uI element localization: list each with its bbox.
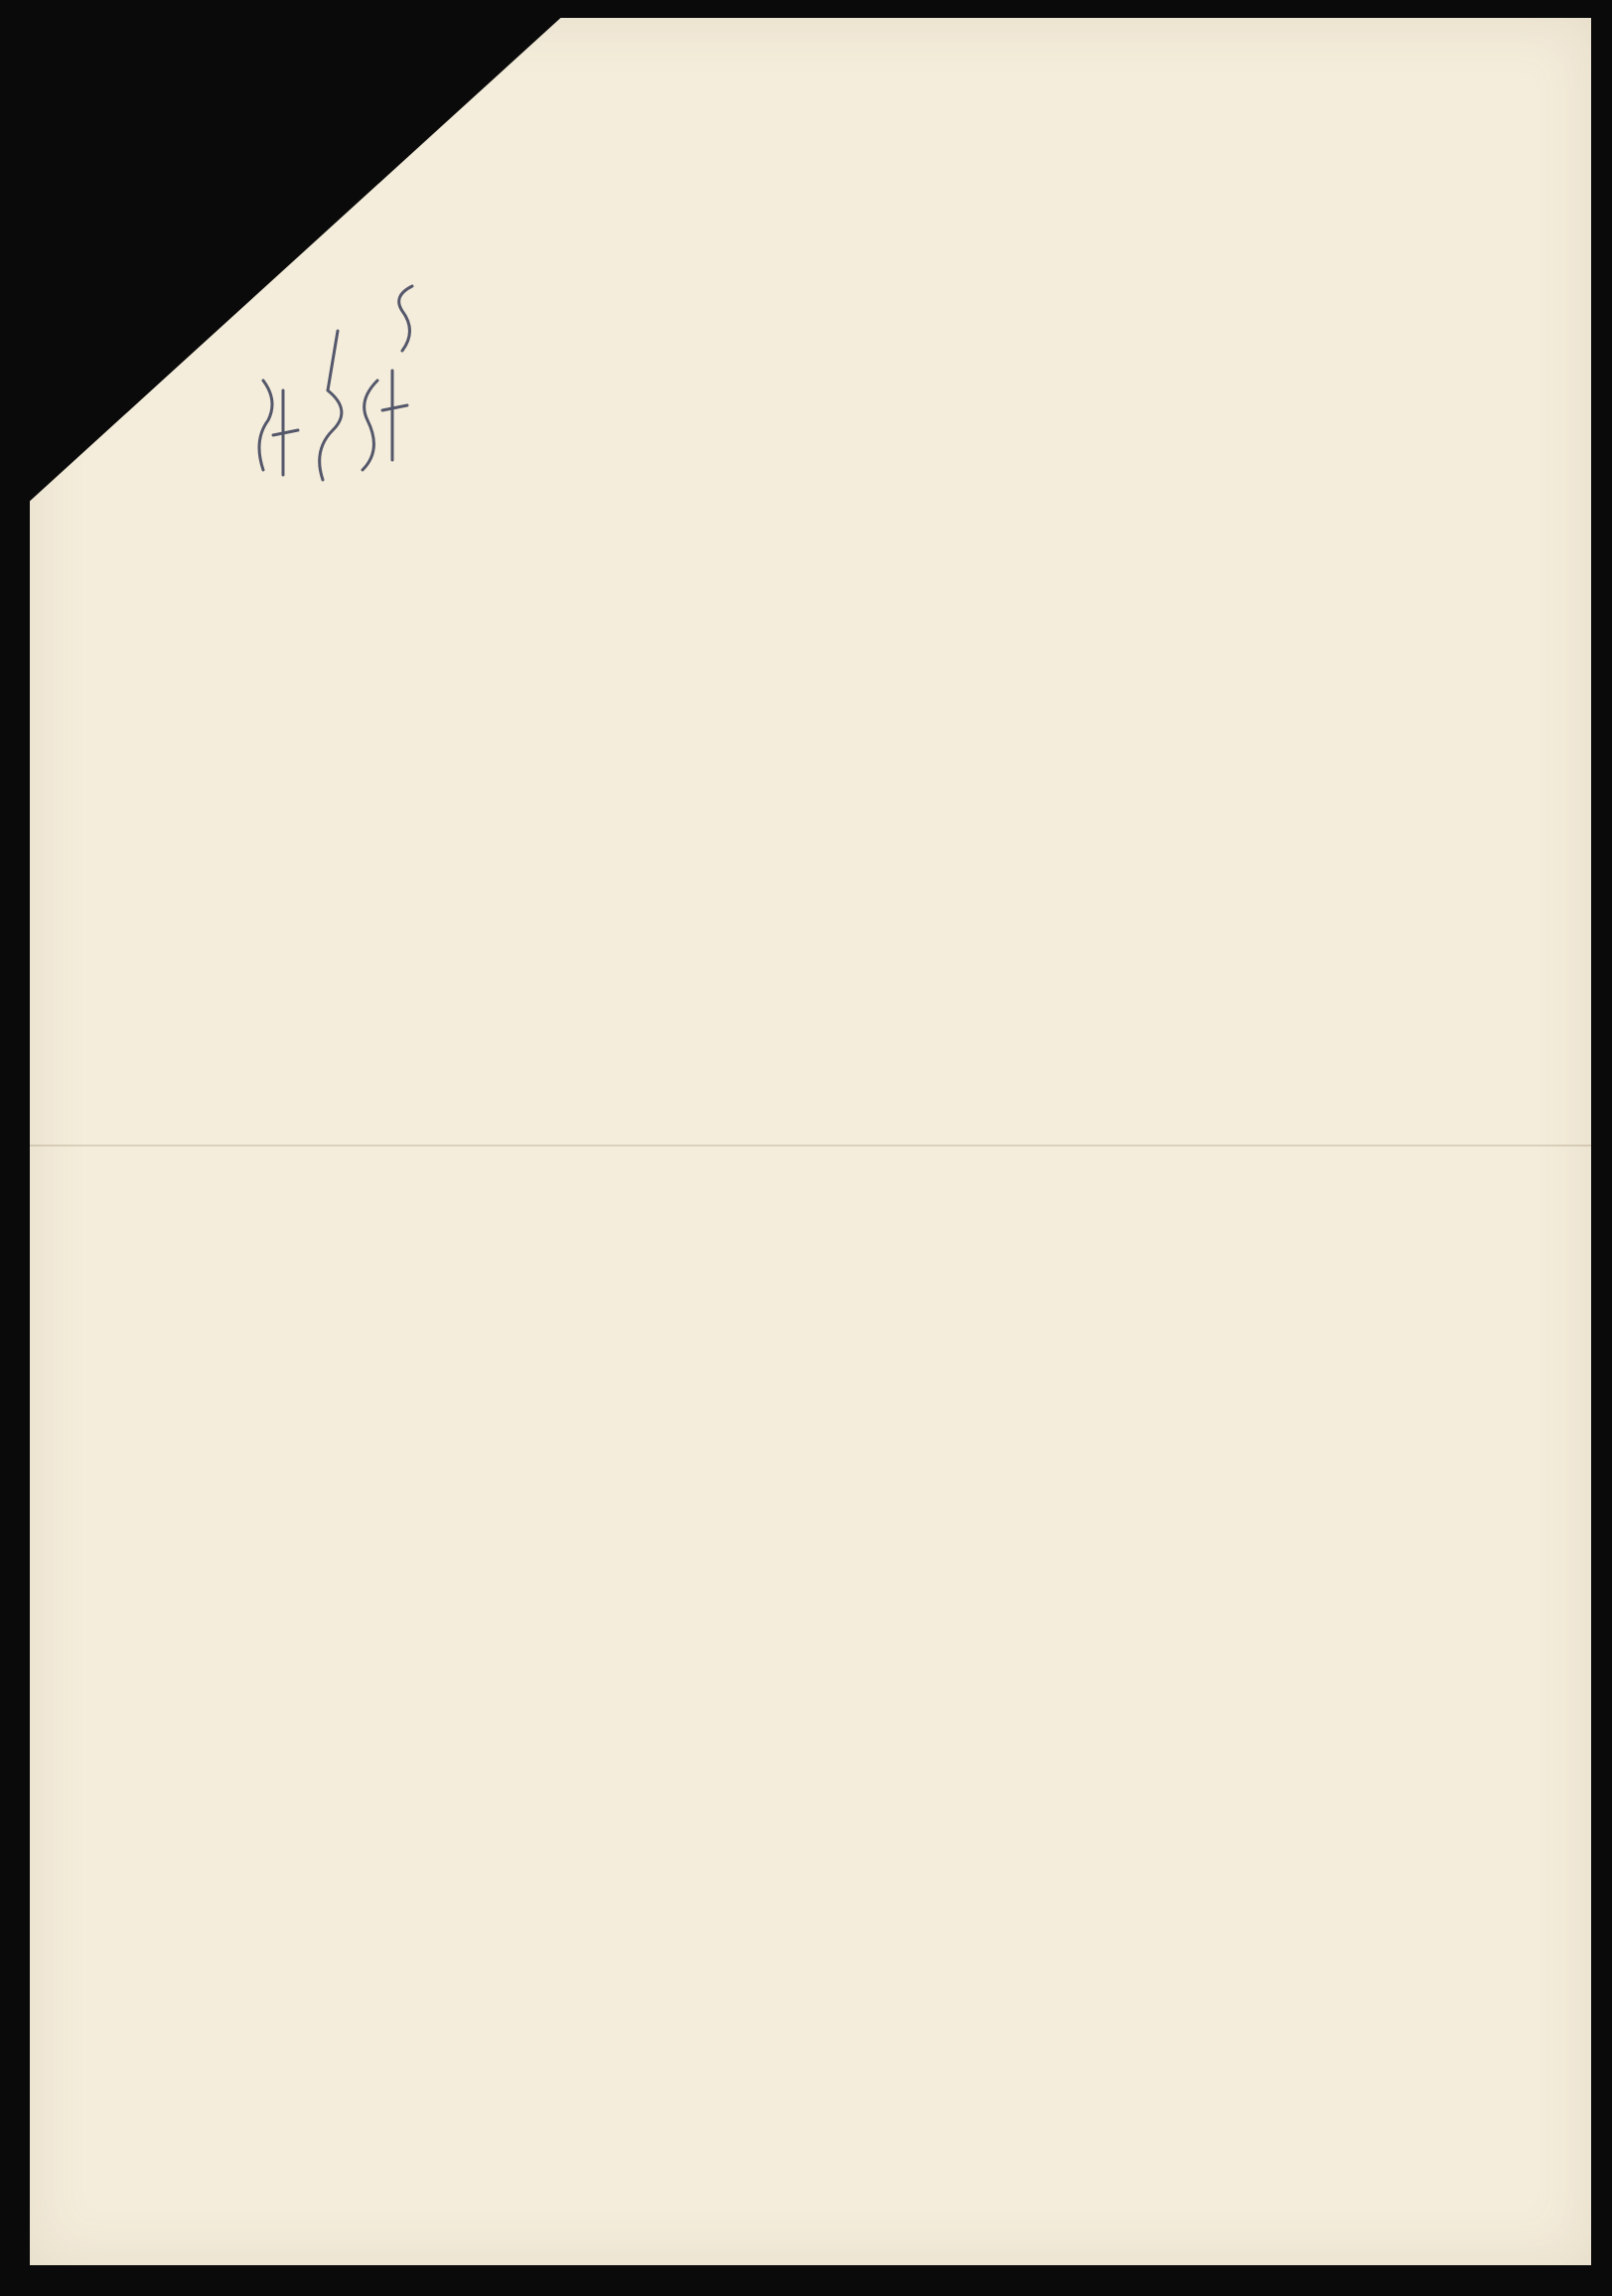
document-page xyxy=(30,18,1591,2265)
handwritten-note xyxy=(243,271,432,490)
handwriting-scribble xyxy=(243,271,432,490)
